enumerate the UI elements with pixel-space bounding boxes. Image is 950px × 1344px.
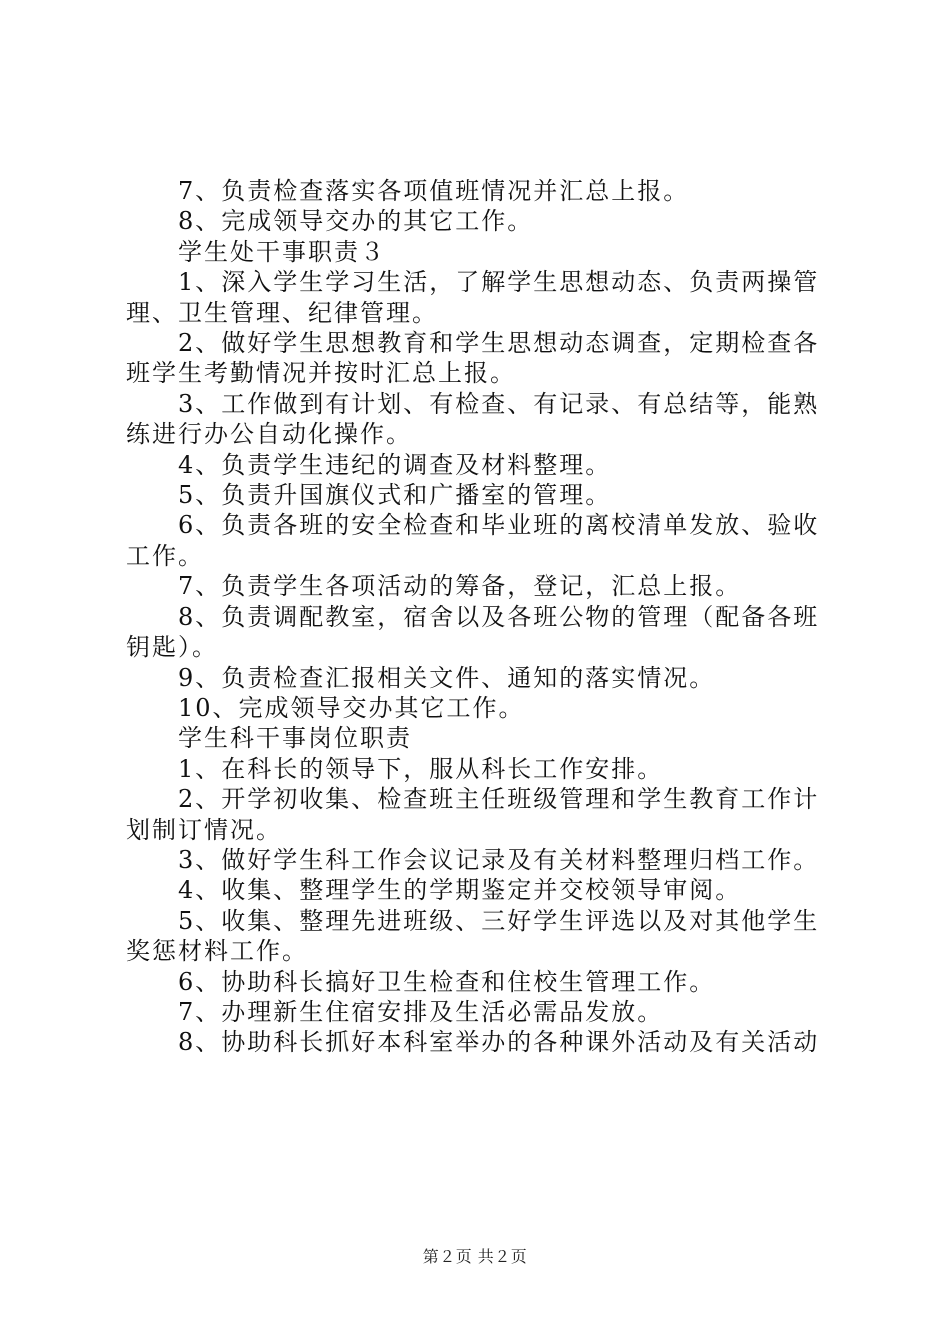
paragraph: 7、负责检查落实各项值班情况并汇总上报。	[178, 177, 690, 205]
paragraph: 7、办理新生住宿安排及生活必需品发放。	[178, 997, 664, 1026]
paragraph: 3、工作做到有计划、有检查、有记录、有总结等，能熟练进行办公自动化操作。	[126, 389, 820, 449]
paragraph: 8、负责调配教室，宿舍以及各班公物的管理（配备各班钥匙）。	[126, 602, 820, 662]
paragraph: 1、深入学生学习生活，了解学生思想动态、负责两操管理、卫生管理、纪律管理。	[126, 268, 820, 327]
paragraph: 9、负责检查汇报相关文件、通知的落实情况。	[178, 663, 716, 692]
page-number-footer: 第２页 共２页	[422, 1247, 528, 1266]
paragraph: 5、收集、整理先进班级、三好学生评选以及对其他学生奖惩材料工作。	[126, 906, 820, 966]
paragraph: 2、开学初收集、检查班主任班级管理和学生教育工作计划制订情况。	[126, 785, 820, 844]
paragraph: 7、负责学生各项活动的筹备，登记，汇总上报。	[178, 572, 742, 601]
paragraph: 4、负责学生违纪的调查及材料整理。	[178, 450, 612, 479]
paragraph: 1、在科长的领导下，服从科长工作安排。	[178, 754, 664, 783]
paragraph: 4、收集、整理学生的学期鉴定并交校领导审阅。	[178, 876, 742, 905]
paragraph: 3、做好学生科工作会议记录及有关材料整理归档工作。	[178, 845, 820, 874]
paragraph: 6、负责各班的安全检查和毕业班的离校清单发放、验收工作。	[126, 511, 820, 570]
paragraph: 6、协助科长搞好卫生检查和住校生管理工作。	[178, 967, 716, 996]
section-heading: 学生处干事职责３	[178, 237, 386, 266]
paragraph: 8、协助科长抓好本科室举办的各种课外活动及有关活动	[178, 1028, 820, 1057]
paragraph: 5、负责升国旗仪式和广播室的管理。	[178, 481, 612, 510]
paragraph: 2、做好学生思想教育和学生思想动态调查，定期检查各班学生考勤情况并按时汇总上报。	[126, 329, 820, 388]
paragraph: 8、完成领导交办的其它工作。	[178, 207, 534, 236]
section-heading: 学生科干事岗位职责	[178, 724, 412, 753]
paragraph: 10、完成领导交办其它工作。	[178, 693, 525, 722]
document-body	[126, 176, 841, 1058]
